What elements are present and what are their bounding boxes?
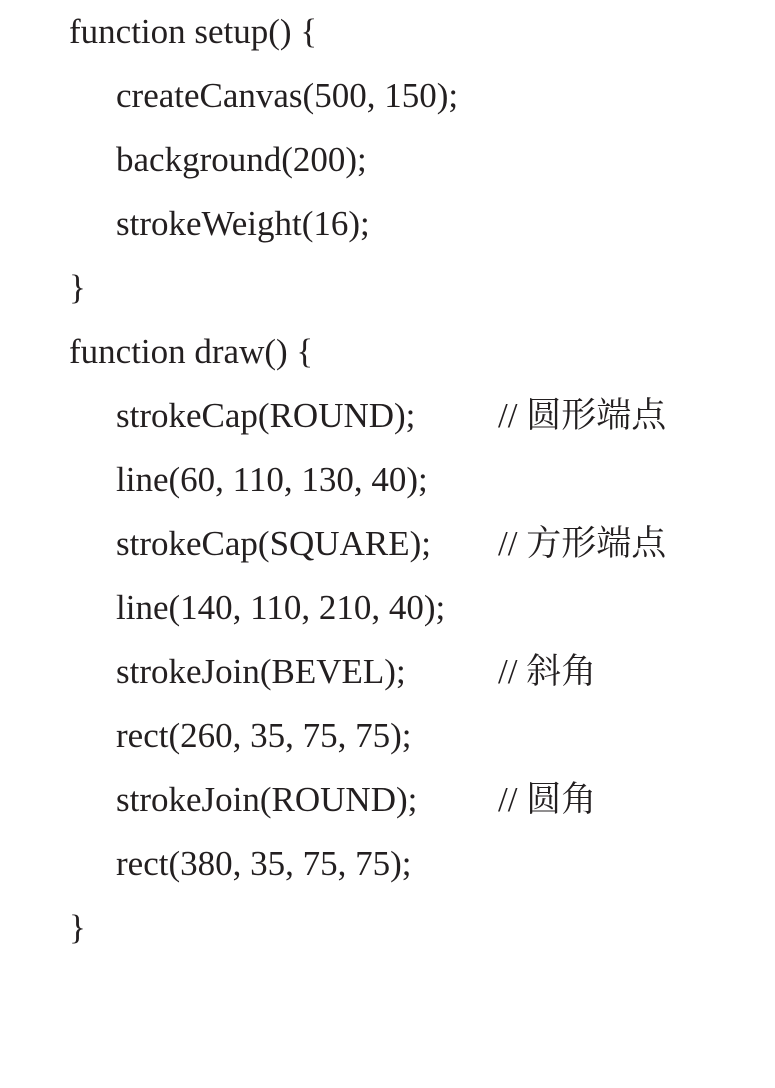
- code-line: [0, 576, 775, 640]
- code-text: createCanvas(500, 150);: [116, 76, 459, 115]
- code-line: [0, 256, 775, 320]
- code-text: strokeJoin(BEVEL);: [116, 652, 406, 691]
- code-line: [0, 128, 775, 192]
- code-text: function draw() {: [69, 332, 314, 371]
- code-line: [0, 384, 775, 448]
- code-text: }: [69, 908, 86, 947]
- code-text: }: [69, 268, 86, 307]
- code-text: function setup() {: [69, 12, 318, 51]
- code-text: strokeCap(SQUARE);: [116, 524, 431, 563]
- code-text: strokeJoin(ROUND);: [116, 780, 418, 819]
- code-text: rect(260, 35, 75, 75);: [116, 716, 412, 755]
- code-line: [0, 512, 775, 576]
- code-line: [0, 832, 775, 896]
- code-text: strokeCap(ROUND);: [116, 396, 416, 435]
- code-line: [0, 704, 775, 768]
- code-text: background(200);: [116, 140, 367, 179]
- code-text: rect(380, 35, 75, 75);: [116, 844, 412, 883]
- code-text: line(60, 110, 130, 40);: [116, 460, 428, 499]
- code-comment: // 圆形端点: [498, 396, 667, 435]
- code-line: [0, 192, 775, 256]
- code-comment: // 方形端点: [498, 524, 667, 563]
- code-line: [0, 640, 775, 704]
- code-text: strokeWeight(16);: [116, 204, 370, 243]
- code-line: [0, 64, 775, 128]
- code-comment: // 斜角: [498, 652, 597, 691]
- code-line: [0, 320, 775, 384]
- code-line: [0, 0, 775, 64]
- code-line: [0, 896, 775, 960]
- code-line: [0, 768, 775, 832]
- code-text: line(140, 110, 210, 40);: [116, 588, 446, 627]
- code-comment: // 圆角: [498, 780, 597, 819]
- code-line: [0, 448, 775, 512]
